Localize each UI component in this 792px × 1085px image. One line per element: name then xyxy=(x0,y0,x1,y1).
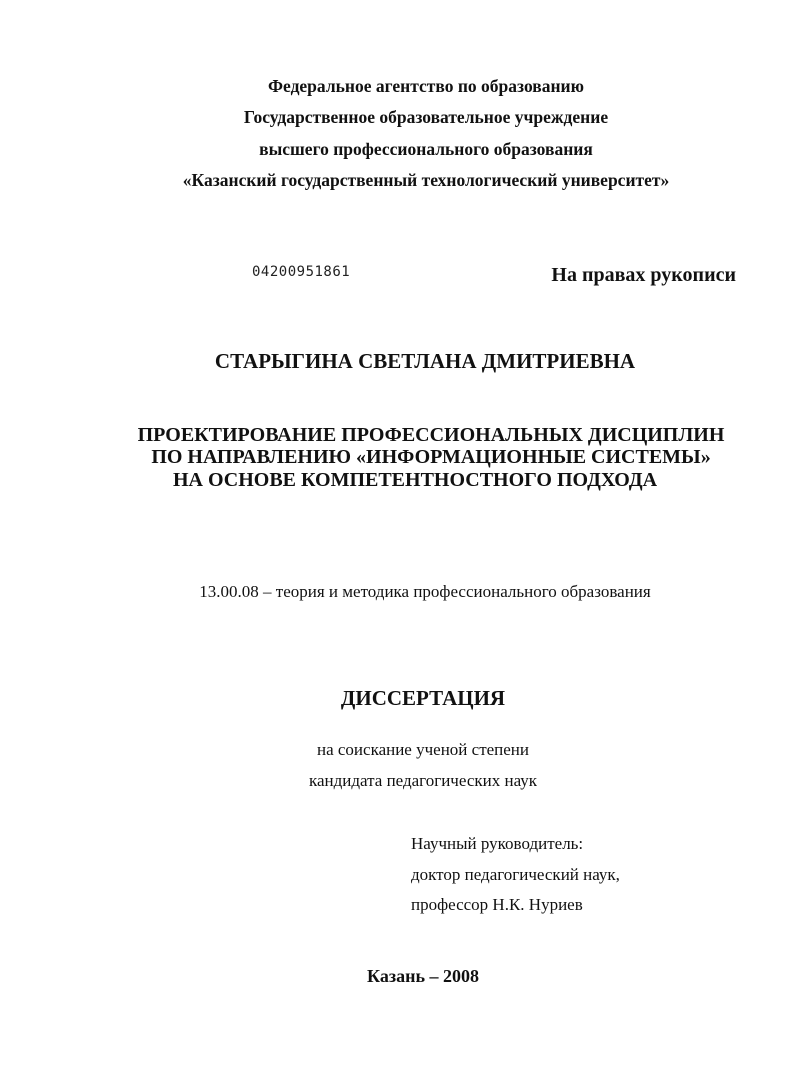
supervisor-label: Научный руководитель: xyxy=(411,834,584,853)
city-year: Казань – 2008 xyxy=(367,966,479,986)
supervisor-degree: доктор педагогический наук, xyxy=(411,865,620,884)
rights-notice: На правах рукописи xyxy=(551,264,736,286)
degree-line-2: кандидата педагогических наук xyxy=(308,771,538,790)
title-line-1: ПРОЕКТИРОВАНИЕ ПРОФЕССИОНАЛЬНЫХ ДИСЦИПЛИН xyxy=(137,424,725,446)
institution-line-2: Государственное образовательное учреждение xyxy=(243,107,609,127)
institution-line-3: высшего профессионального образования xyxy=(259,139,593,159)
title-line-2: ПО НАПРАВЛЕНИЮ «ИНФОРМАЦИОННЫЕ СИСТЕМЫ» xyxy=(151,446,711,468)
title-line-3: НА ОСНОВЕ КОМПЕТЕНТНОСТНОГО ПОДХОДА xyxy=(172,469,658,491)
degree-line-1: на соискание ученой степени xyxy=(316,740,530,759)
catalog-code: 04200951861 xyxy=(252,264,351,280)
specialty-code: 13.00.08 – теория и методика профессионального образования xyxy=(199,582,651,601)
institution-line-4: «Казанский государственный технологический университет» xyxy=(182,170,670,190)
institution-line-1: Федеральное агентство по образованию xyxy=(268,76,584,96)
document-type: ДИССЕРТАЦИЯ xyxy=(340,686,506,710)
supervisor-name: профессор Н.К. Нуриев xyxy=(411,895,583,914)
author-name: СТАРЫГИНА СВЕТЛАНА ДМИТРИЕВНА xyxy=(214,349,636,373)
